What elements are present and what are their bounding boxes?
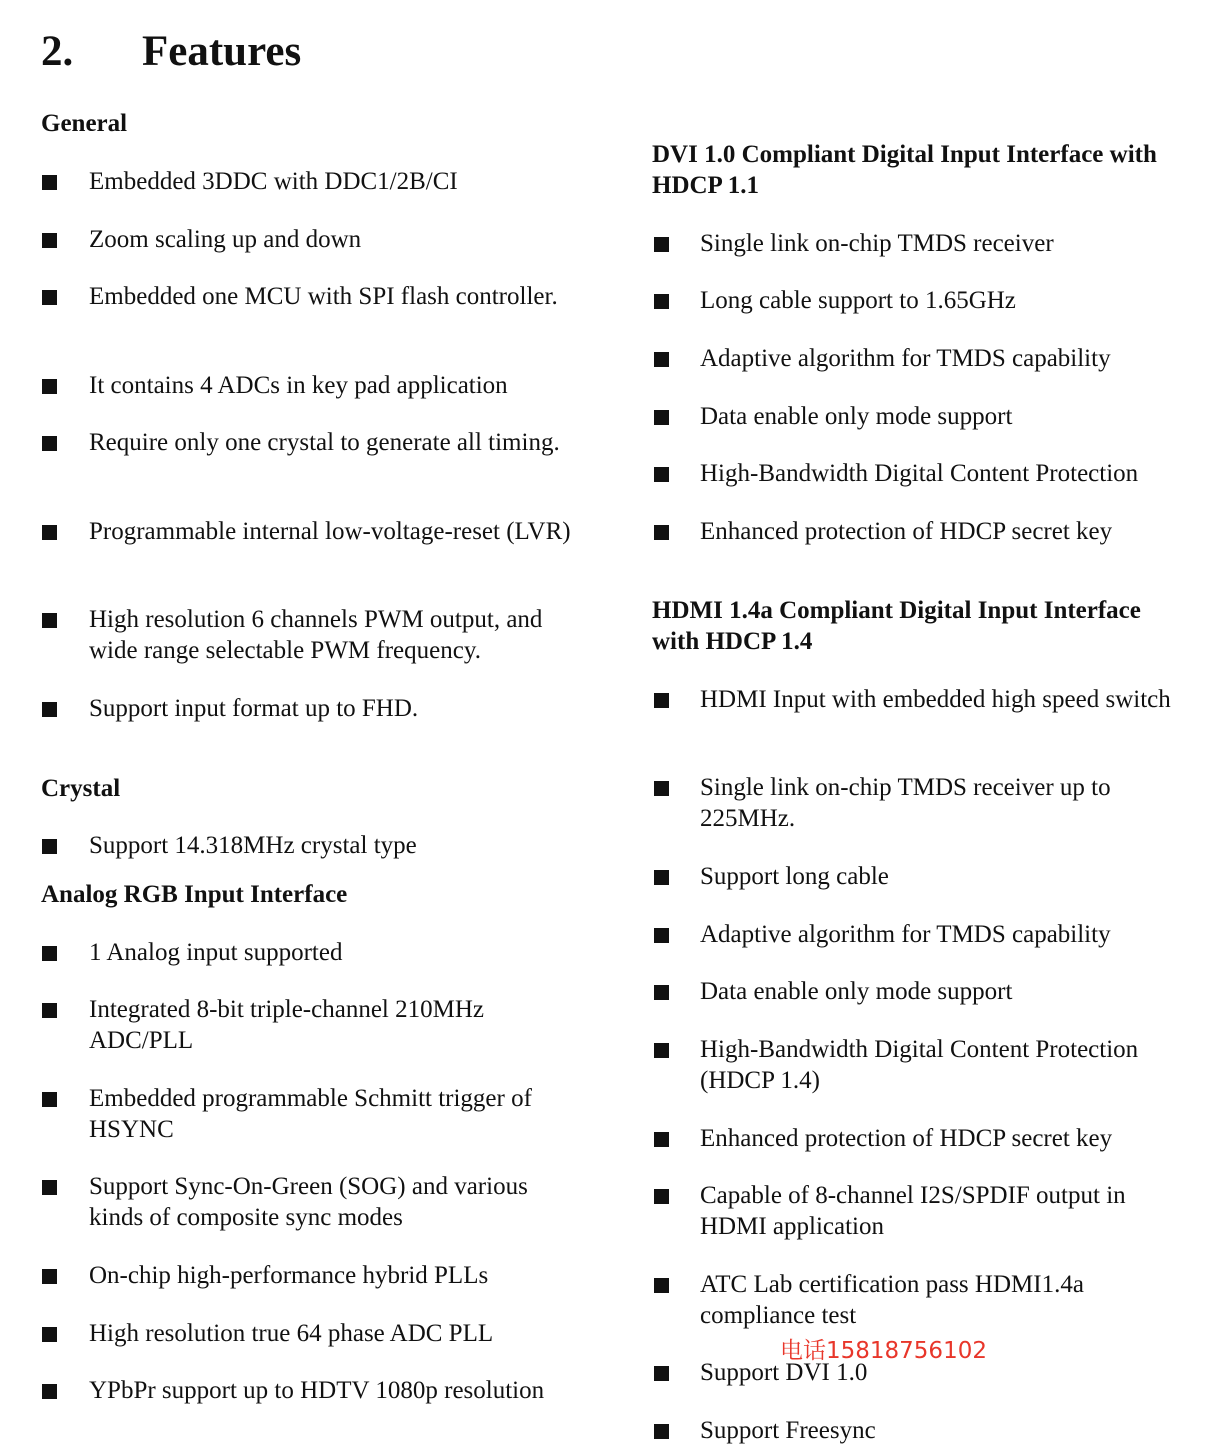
section-heading-general: General	[41, 110, 128, 137]
section-heading-dvi: DVI 1.0 Compliant Digital Input Interface with HDCP 1.1	[652, 141, 1157, 199]
bullet-square-icon	[654, 1043, 669, 1058]
section-heading-crystal: Crystal	[41, 775, 121, 802]
bullet-square-icon	[42, 946, 57, 961]
bullet-square-icon	[654, 870, 669, 885]
bullet-square-icon	[654, 928, 669, 943]
bullet-square-icon	[42, 1003, 57, 1018]
bullet-square-icon	[654, 1189, 669, 1204]
bullet-square-icon	[42, 1384, 57, 1399]
bullet-square-icon	[42, 613, 57, 628]
bullet-square-icon	[42, 233, 57, 248]
bullet-square-icon	[654, 352, 669, 367]
bullet-square-icon	[42, 379, 57, 394]
bullet-square-icon	[654, 1132, 669, 1147]
bullet-square-icon	[654, 467, 669, 482]
bullet-square-icon	[42, 1269, 57, 1284]
bullet-square-icon	[42, 1180, 57, 1195]
bullet-square-icon	[654, 294, 669, 309]
bullet-square-icon	[42, 702, 57, 717]
bullet-square-icon	[42, 290, 57, 305]
bullet-square-icon	[42, 1092, 57, 1107]
bullet-square-icon	[654, 410, 669, 425]
bullet-square-icon	[654, 781, 669, 796]
bullet-square-icon	[42, 525, 57, 540]
chapter-title	[41, 26, 301, 78]
bullet-square-icon	[654, 1366, 669, 1381]
bullet-square-icon	[42, 436, 57, 451]
phone-watermark: 电话15818756102	[780, 1338, 987, 1364]
bullet-square-icon	[654, 985, 669, 1000]
bullet-square-icon	[42, 839, 57, 854]
section-heading-hdmi: HDMI 1.4a Compliant Digital Input Interface with HDCP 1.4	[652, 597, 1141, 655]
bullet-square-icon	[654, 525, 669, 540]
bullet-square-icon	[654, 1424, 669, 1439]
section-heading-analog: Analog RGB Input Interface	[41, 881, 348, 908]
bullet-square-icon	[42, 175, 57, 190]
bullet-square-icon	[654, 237, 669, 252]
chapter-name: Features	[142, 28, 302, 75]
chapter-number: 2.	[41, 28, 74, 75]
bullet-square-icon	[42, 1327, 57, 1342]
bullet-square-icon	[654, 693, 669, 708]
bullet-square-icon	[654, 1278, 669, 1293]
